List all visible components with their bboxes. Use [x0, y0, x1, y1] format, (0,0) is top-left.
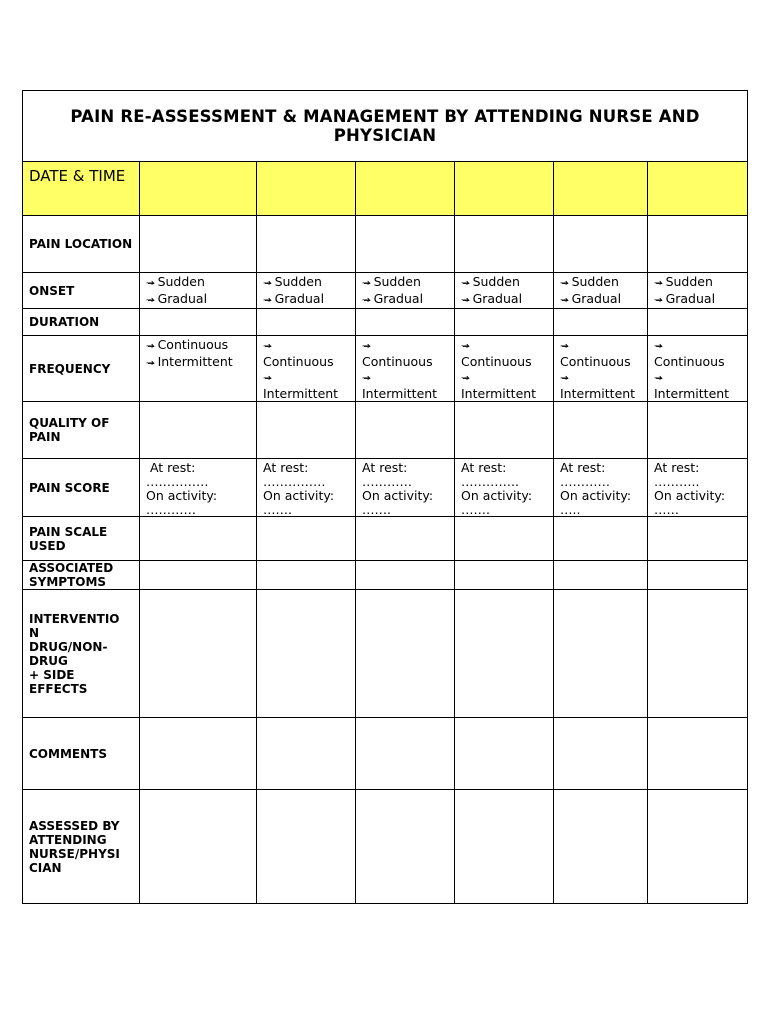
intervention-row — [23, 590, 748, 718]
checkbox-icon[interactable]: →̶ — [263, 295, 275, 306]
duration-label: DURATION — [23, 309, 140, 336]
frequency-option[interactable] — [461, 369, 553, 401]
onset-option[interactable] — [362, 291, 454, 308]
pain-score-label: PAIN SCORE — [23, 459, 140, 517]
checkbox-icon[interactable]: →̶ — [146, 278, 158, 289]
pain-scale-cell[interactable] — [140, 517, 257, 561]
checkbox-icon[interactable]: →̶ — [146, 341, 158, 352]
onset-option[interactable] — [362, 274, 454, 291]
assessed-by-cell[interactable] — [554, 790, 648, 904]
duration-cell[interactable] — [554, 309, 648, 336]
date-time-cell[interactable] — [356, 162, 455, 216]
pain-score-cell[interactable] — [140, 459, 257, 517]
onset-row — [23, 273, 748, 309]
pain-scale-label: PAIN SCALE USED — [23, 517, 140, 561]
pain-score-cell[interactable] — [257, 459, 356, 517]
frequency-option-label: Continuous — [362, 354, 433, 369]
intervention-cell[interactable] — [455, 590, 554, 718]
associated-symptoms-cell[interactable] — [140, 561, 257, 590]
onset-option[interactable] — [146, 274, 256, 291]
quality-label: QUALITY OF PAIN — [23, 402, 140, 459]
frequency-label: FREQUENCY — [23, 336, 140, 402]
date-time-cell[interactable] — [554, 162, 648, 216]
checkbox-icon[interactable]: →̶ — [263, 341, 272, 352]
frequency-option[interactable] — [362, 337, 454, 369]
pain-scale-cell[interactable] — [648, 517, 748, 561]
frequency-option[interactable] — [461, 337, 553, 369]
associated-symptoms-cell[interactable] — [257, 561, 356, 590]
onset-option-label: Sudden — [373, 274, 421, 289]
onset-cell — [554, 273, 648, 309]
pain-score-cell[interactable] — [648, 459, 748, 517]
onset-option-label: Gradual — [373, 291, 424, 306]
assessed-by-cell[interactable] — [648, 790, 748, 904]
pain-score-rest-blank: ……….. — [654, 474, 700, 489]
frequency-option[interactable] — [654, 337, 747, 369]
checkbox-icon[interactable]: →̶ — [362, 341, 371, 352]
checkbox-icon[interactable]: →̶ — [461, 295, 473, 306]
frequency-option[interactable] — [146, 354, 256, 371]
pain-score-rest-blank: ………….. — [461, 474, 519, 489]
pain-scale-row — [23, 517, 748, 561]
onset-option-label: Gradual — [472, 291, 523, 306]
frequency-row — [23, 336, 748, 402]
checkbox-icon[interactable]: →̶ — [461, 373, 470, 384]
onset-option-label: Sudden — [472, 274, 520, 289]
onset-option-label: Gradual — [571, 291, 622, 306]
pain-score-rest-blank: ………… — [560, 474, 610, 489]
pain-score-rest-blank: …………… — [146, 474, 209, 489]
pain-score-rest-label: At rest: — [560, 460, 606, 475]
comments-cell[interactable] — [455, 718, 554, 790]
frequency-option[interactable] — [146, 337, 256, 354]
pain-score-rest-blank: …………… — [263, 474, 326, 489]
pain-reassessment-form — [22, 90, 748, 904]
pain-score-cell[interactable] — [356, 459, 455, 517]
pain-score-activity-label: On activity: — [654, 488, 726, 503]
comments-cell[interactable] — [648, 718, 748, 790]
onset-option-label: Gradual — [157, 291, 208, 306]
onset-cell — [257, 273, 356, 309]
comments-cell[interactable] — [356, 718, 455, 790]
date-time-label: DATE & TIME — [23, 162, 140, 216]
checkbox-icon[interactable]: →̶ — [560, 341, 569, 352]
onset-option[interactable] — [461, 274, 553, 291]
onset-option[interactable] — [654, 291, 747, 308]
checkbox-icon[interactable]: →̶ — [362, 373, 371, 384]
quality-cell[interactable] — [648, 402, 748, 459]
frequency-cell — [140, 336, 257, 402]
intervention-cell[interactable] — [356, 590, 455, 718]
onset-option-label: Gradual — [274, 291, 325, 306]
pain-score-activity-blank: ….. — [560, 502, 581, 517]
pain-scale-cell[interactable] — [455, 517, 554, 561]
onset-option-label: Sudden — [665, 274, 713, 289]
quality-cell[interactable] — [455, 402, 554, 459]
onset-option[interactable] — [263, 291, 355, 308]
frequency-option-label: Continuous — [461, 354, 532, 369]
duration-cell[interactable] — [257, 309, 356, 336]
pain-score-rest-label: At rest: — [461, 460, 507, 475]
frequency-cell — [257, 336, 356, 402]
frequency-cell — [648, 336, 748, 402]
frequency-option-label: Intermittent — [157, 354, 233, 369]
checkbox-icon[interactable]: →̶ — [263, 373, 272, 384]
frequency-option-label: Intermittent — [362, 386, 438, 401]
pain-score-cell[interactable] — [554, 459, 648, 517]
form-title: PAIN RE-ASSESSMENT & MANAGEMENT BY ATTENDING NURSE AND PHYSICIAN — [23, 91, 748, 162]
frequency-cell — [356, 336, 455, 402]
onset-option-label: Sudden — [571, 274, 619, 289]
checkbox-icon[interactable]: →̶ — [560, 373, 569, 384]
frequency-option[interactable] — [263, 337, 355, 369]
comments-cell[interactable] — [554, 718, 648, 790]
pain-score-rest-label: At rest: — [654, 460, 700, 475]
onset-option[interactable] — [461, 291, 553, 308]
pain-location-cell[interactable] — [257, 216, 356, 273]
checkbox-icon[interactable]: →̶ — [461, 341, 470, 352]
date-time-cell[interactable] — [257, 162, 356, 216]
frequency-option[interactable] — [654, 369, 747, 401]
associated-symptoms-cell[interactable] — [648, 561, 748, 590]
onset-option[interactable] — [654, 274, 747, 291]
frequency-option[interactable] — [560, 337, 647, 369]
assessed-by-row — [23, 790, 748, 904]
pain-location-label: PAIN LOCATION — [23, 216, 140, 273]
pain-scale-cell[interactable] — [356, 517, 455, 561]
onset-option[interactable] — [263, 274, 355, 291]
onset-option[interactable] — [560, 274, 647, 291]
quality-cell[interactable] — [356, 402, 455, 459]
intervention-cell[interactable] — [257, 590, 356, 718]
onset-label: ONSET — [23, 273, 140, 309]
duration-cell[interactable] — [648, 309, 748, 336]
duration-cell[interactable] — [455, 309, 554, 336]
comments-label: COMMENTS — [23, 718, 140, 790]
pain-score-activity-blank: ……. — [461, 502, 490, 517]
checkbox-icon[interactable]: →̶ — [654, 341, 663, 352]
duration-row — [23, 309, 748, 336]
frequency-option-label: Continuous — [560, 354, 631, 369]
assessed-by-cell[interactable] — [257, 790, 356, 904]
checkbox-icon[interactable]: →̶ — [362, 278, 374, 289]
duration-cell[interactable] — [140, 309, 257, 336]
pain-location-cell[interactable] — [140, 216, 257, 273]
associated-symptoms-cell[interactable] — [554, 561, 648, 590]
assessed-by-cell[interactable] — [140, 790, 257, 904]
pain-score-activity-label: On activity: — [560, 488, 632, 503]
pain-score-activity-label: On activity: — [461, 488, 533, 503]
assessed-by-cell[interactable] — [356, 790, 455, 904]
comments-cell[interactable] — [140, 718, 257, 790]
frequency-option-label: Intermittent — [461, 386, 537, 401]
pain-score-activity-blank: ……. — [362, 502, 391, 517]
associated-symptoms-cell[interactable] — [356, 561, 455, 590]
assessed-by-label: ASSESSED BY ATTENDING NURSE/PHYSI CIAN — [23, 790, 140, 904]
pain-score-activity-blank: …… — [654, 502, 679, 517]
pain-score-activity-label: On activity: — [263, 488, 335, 503]
checkbox-icon[interactable]: →̶ — [263, 278, 275, 289]
pain-score-activity-blank: ………… — [146, 502, 196, 517]
pain-scale-cell[interactable] — [554, 517, 648, 561]
checkbox-icon[interactable]: →̶ — [461, 278, 473, 289]
pain-location-cell[interactable] — [648, 216, 748, 273]
date-time-cell[interactable] — [455, 162, 554, 216]
pain-score-rest-label: At rest: — [263, 460, 309, 475]
frequency-cell — [554, 336, 648, 402]
frequency-option[interactable] — [263, 369, 355, 401]
pain-score-row — [23, 459, 748, 517]
checkbox-icon[interactable]: →̶ — [560, 295, 572, 306]
frequency-option-label: Continuous — [654, 354, 725, 369]
quality-cell[interactable] — [554, 402, 648, 459]
pain-score-activity-blank: ……. — [263, 502, 292, 517]
frequency-option-label: Continuous — [263, 354, 334, 369]
frequency-option-label: Intermittent — [560, 386, 636, 401]
onset-option[interactable] — [560, 291, 647, 308]
onset-cell — [140, 273, 257, 309]
pain-location-row — [23, 216, 748, 273]
associated-symptoms-cell[interactable] — [455, 561, 554, 590]
pain-location-cell[interactable] — [554, 216, 648, 273]
checkbox-icon[interactable]: →̶ — [146, 295, 158, 306]
pain-score-rest-blank: ………… — [362, 474, 412, 489]
onset-cell — [455, 273, 554, 309]
pain-score-rest-label: At rest: — [146, 460, 196, 475]
onset-cell — [648, 273, 748, 309]
comments-row — [23, 718, 748, 790]
date-time-cell[interactable] — [648, 162, 748, 216]
frequency-cell — [455, 336, 554, 402]
pain-score-rest-label: At rest: — [362, 460, 408, 475]
quality-cell[interactable] — [257, 402, 356, 459]
onset-option[interactable] — [146, 291, 256, 308]
pain-score-activity-label: On activity: — [362, 488, 434, 503]
assessed-by-cell[interactable] — [455, 790, 554, 904]
checkbox-icon[interactable]: →̶ — [654, 278, 666, 289]
duration-cell[interactable] — [356, 309, 455, 336]
onset-option-label: Sudden — [157, 274, 205, 289]
associated-symptoms-label: ASSOCIATED SYMPTOMS — [23, 561, 140, 590]
checkbox-icon[interactable]: →̶ — [654, 373, 663, 384]
quality-row — [23, 402, 748, 459]
checkbox-icon[interactable]: →̶ — [362, 295, 374, 306]
intervention-cell[interactable] — [140, 590, 257, 718]
intervention-cell[interactable] — [554, 590, 648, 718]
onset-cell — [356, 273, 455, 309]
pain-location-cell[interactable] — [455, 216, 554, 273]
frequency-option[interactable] — [362, 369, 454, 401]
checkbox-icon[interactable]: →̶ — [560, 278, 572, 289]
checkbox-icon[interactable]: →̶ — [654, 295, 666, 306]
comments-cell[interactable] — [257, 718, 356, 790]
onset-option-label: Sudden — [274, 274, 322, 289]
intervention-cell[interactable] — [648, 590, 748, 718]
checkbox-icon[interactable]: →̶ — [146, 358, 158, 369]
frequency-option-label: Intermittent — [263, 386, 339, 401]
frequency-option-label: Continuous — [157, 337, 229, 352]
pain-scale-cell[interactable] — [257, 517, 356, 561]
pain-score-activity-label: On activity: — [146, 488, 218, 503]
intervention-label: INTERVENTIO N DRUG/NON- DRUG + SIDE EFFECTS — [23, 590, 140, 718]
date-time-cell[interactable] — [140, 162, 257, 216]
date-time-row — [23, 162, 748, 216]
pain-score-cell[interactable] — [455, 459, 554, 517]
frequency-option-label: Intermittent — [654, 386, 730, 401]
frequency-option[interactable] — [560, 369, 647, 401]
associated-symptoms-row — [23, 561, 748, 590]
onset-option-label: Gradual — [665, 291, 716, 306]
pain-location-cell[interactable] — [356, 216, 455, 273]
quality-cell[interactable] — [140, 402, 257, 459]
